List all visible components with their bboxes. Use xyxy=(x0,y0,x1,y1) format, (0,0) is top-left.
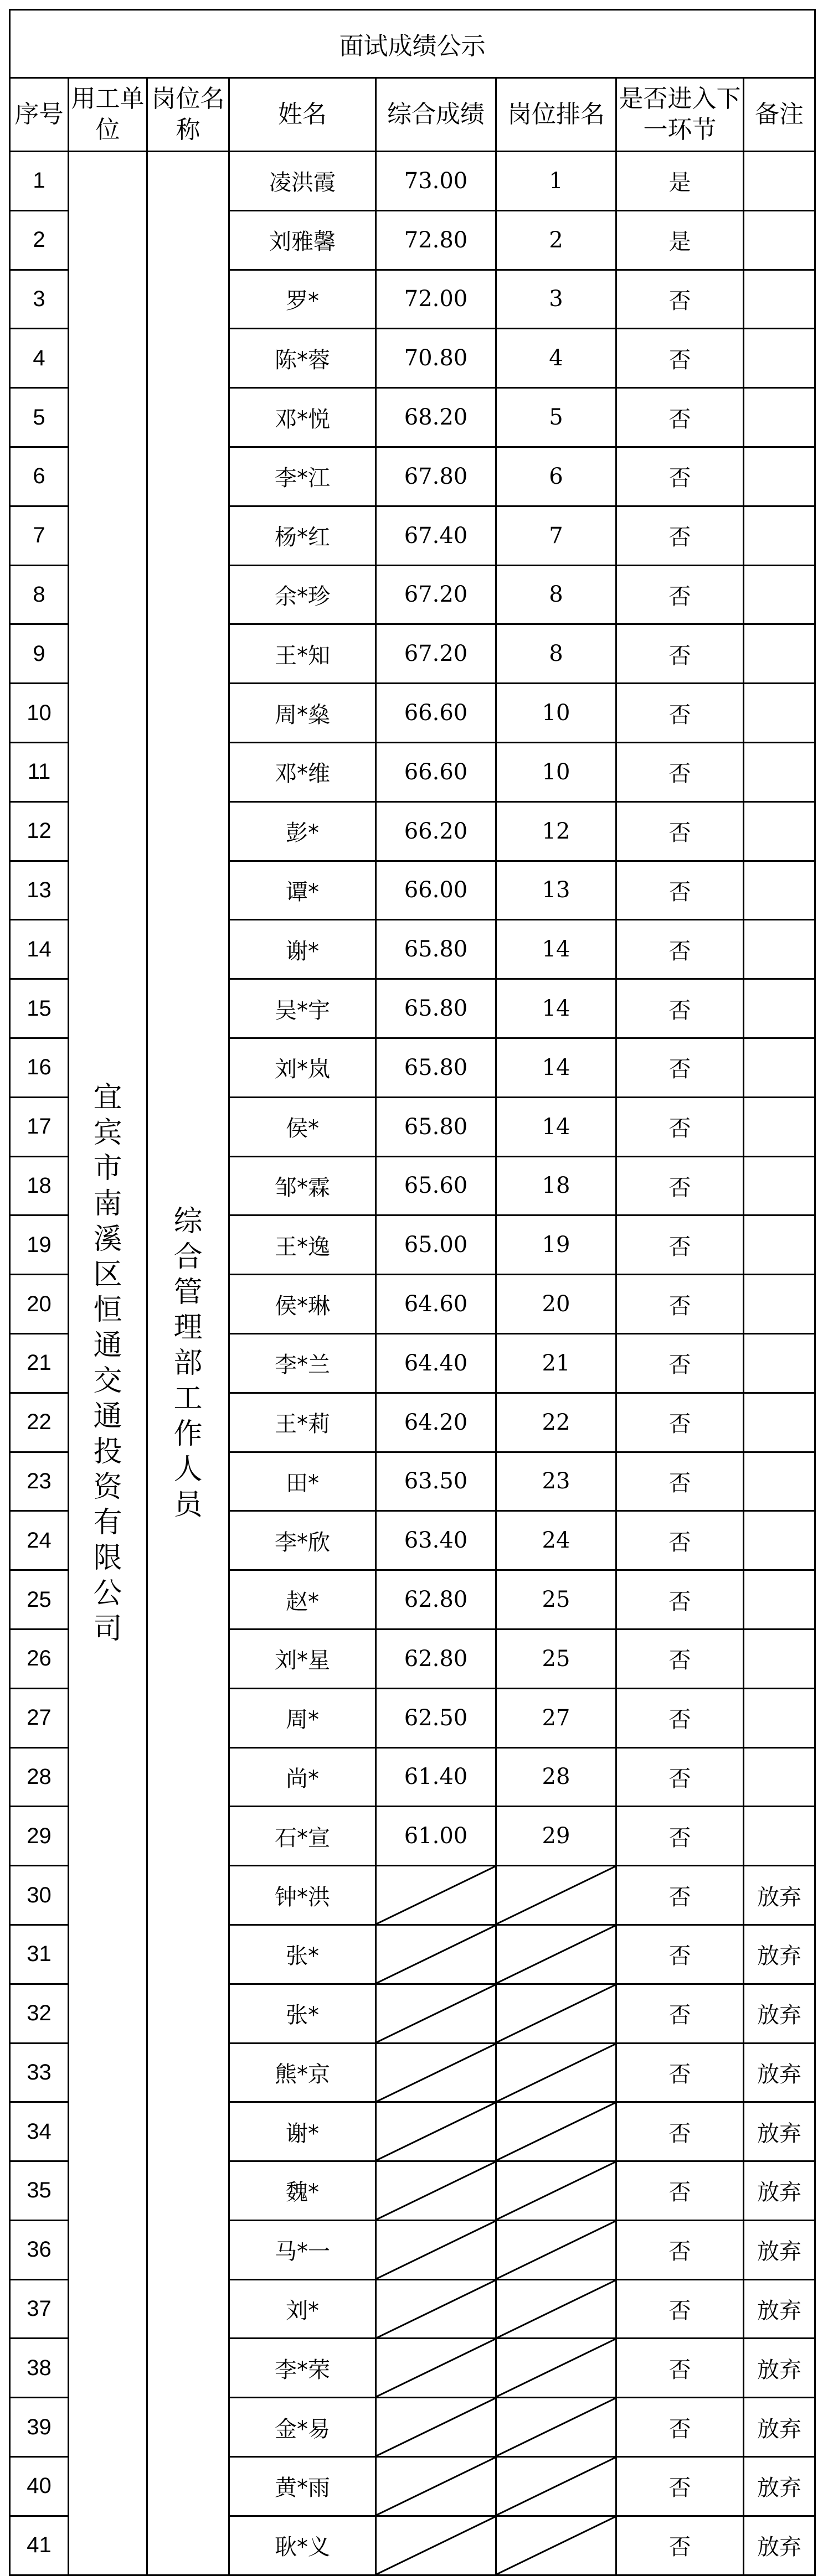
row-advance: 否 xyxy=(616,1452,744,1511)
row-score: 67.20 xyxy=(376,624,496,684)
row-advance: 否 xyxy=(616,1097,744,1156)
score-slash-cell xyxy=(376,1984,496,2043)
row-rank: 19 xyxy=(496,1215,616,1275)
score-slash-cell xyxy=(376,2279,496,2339)
row-note: 放弃 xyxy=(744,2102,815,2161)
row-index: 28 xyxy=(10,1747,69,1807)
row-index: 3 xyxy=(10,270,69,329)
row-index: 41 xyxy=(10,2516,69,2575)
row-index: 30 xyxy=(10,1866,69,1925)
diagonal-slash-icon xyxy=(377,2339,495,2397)
diagonal-slash-icon xyxy=(377,2280,495,2338)
row-score: 61.40 xyxy=(376,1747,496,1807)
rank-slash-cell xyxy=(496,1866,616,1925)
row-index: 8 xyxy=(10,565,69,624)
row-index: 26 xyxy=(10,1629,69,1688)
diagonal-slash-icon xyxy=(377,1866,495,1924)
row-index: 4 xyxy=(10,329,69,388)
row-rank: 29 xyxy=(496,1807,616,1866)
row-index: 25 xyxy=(10,1570,69,1630)
row-score: 61.00 xyxy=(376,1807,496,1866)
row-note xyxy=(744,1747,815,1807)
header-advance: 是否进入下一环节 xyxy=(616,78,744,152)
row-advance: 否 xyxy=(616,1629,744,1688)
score-slash-cell xyxy=(376,2457,496,2516)
row-index: 23 xyxy=(10,1452,69,1511)
row-note xyxy=(744,1807,815,1866)
row-advance: 否 xyxy=(616,1747,744,1807)
row-rank: 8 xyxy=(496,565,616,624)
row-note: 放弃 xyxy=(744,2457,815,2516)
rank-slash-cell xyxy=(496,1925,616,1984)
row-name: 邓*悦 xyxy=(229,388,376,447)
row-note xyxy=(744,1452,815,1511)
row-note xyxy=(744,624,815,684)
score-slash-cell xyxy=(376,2516,496,2575)
row-score: 70.80 xyxy=(376,329,496,388)
row-name: 周*燊 xyxy=(229,684,376,743)
row-advance: 否 xyxy=(616,2043,744,2102)
header-name: 姓名 xyxy=(229,78,376,152)
row-index: 1 xyxy=(10,152,69,211)
row-score: 64.20 xyxy=(376,1393,496,1452)
position-text: 综合管理部工作人员 xyxy=(173,1204,203,1522)
row-index: 29 xyxy=(10,1807,69,1866)
row-index: 18 xyxy=(10,1156,69,1215)
diagonal-slash-icon xyxy=(377,2221,495,2279)
row-score: 72.00 xyxy=(376,270,496,329)
row-name: 李*荣 xyxy=(229,2339,376,2398)
header-note: 备注 xyxy=(744,78,815,152)
row-advance: 否 xyxy=(616,1393,744,1452)
row-note xyxy=(744,270,815,329)
row-advance: 否 xyxy=(616,1038,744,1097)
row-index: 35 xyxy=(10,2161,69,2221)
row-name: 李*江 xyxy=(229,447,376,506)
row-score: 66.60 xyxy=(376,742,496,801)
row-index: 11 xyxy=(10,742,69,801)
row-rank: 22 xyxy=(496,1393,616,1452)
rank-slash-cell xyxy=(496,2516,616,2575)
row-index: 12 xyxy=(10,801,69,861)
row-note xyxy=(744,920,815,979)
header-employer: 用工单位 xyxy=(69,78,147,152)
diagonal-slash-icon xyxy=(377,2517,495,2574)
row-note xyxy=(744,742,815,801)
diagonal-slash-icon xyxy=(497,2517,615,2574)
row-index: 9 xyxy=(10,624,69,684)
row-note xyxy=(744,152,815,211)
rank-slash-cell xyxy=(496,1984,616,2043)
row-score: 64.60 xyxy=(376,1275,496,1334)
rank-slash-cell xyxy=(496,2043,616,2102)
row-index: 17 xyxy=(10,1097,69,1156)
row-rank: 24 xyxy=(496,1511,616,1570)
diagonal-slash-icon xyxy=(377,2044,495,2102)
row-index: 10 xyxy=(10,684,69,743)
score-table xyxy=(9,9,816,2576)
row-rank: 21 xyxy=(496,1333,616,1393)
row-name: 黄*雨 xyxy=(229,2457,376,2516)
row-note: 放弃 xyxy=(744,1866,815,1925)
row-name: 魏* xyxy=(229,2161,376,2221)
row-name: 熊*京 xyxy=(229,2043,376,2102)
row-index: 33 xyxy=(10,2043,69,2102)
row-note xyxy=(744,1038,815,1097)
row-note: 放弃 xyxy=(744,2161,815,2221)
row-note: 放弃 xyxy=(744,2220,815,2279)
row-note: 放弃 xyxy=(744,2043,815,2102)
row-index: 40 xyxy=(10,2457,69,2516)
row-rank: 14 xyxy=(496,1097,616,1156)
row-advance: 否 xyxy=(616,979,744,1038)
row-note: 放弃 xyxy=(744,1925,815,1984)
row-name: 陈*蓉 xyxy=(229,329,376,388)
row-rank: 12 xyxy=(496,801,616,861)
row-note xyxy=(744,1688,815,1747)
row-note xyxy=(744,210,815,270)
row-name: 张* xyxy=(229,1925,376,1984)
row-index: 32 xyxy=(10,1984,69,2043)
row-score: 65.80 xyxy=(376,979,496,1038)
rank-slash-cell xyxy=(496,2457,616,2516)
row-note xyxy=(744,447,815,506)
score-slash-cell xyxy=(376,2102,496,2161)
row-name: 王*逸 xyxy=(229,1215,376,1275)
row-name: 刘*岚 xyxy=(229,1038,376,1097)
row-index: 5 xyxy=(10,388,69,447)
score-slash-cell xyxy=(376,2398,496,2457)
diagonal-slash-icon xyxy=(497,2280,615,2338)
score-slash-cell xyxy=(376,2043,496,2102)
row-note xyxy=(744,1156,815,1215)
diagonal-slash-icon xyxy=(377,1985,495,2042)
row-name: 李*兰 xyxy=(229,1333,376,1393)
diagonal-slash-icon xyxy=(377,2398,495,2456)
row-advance: 否 xyxy=(616,447,744,506)
row-score: 65.80 xyxy=(376,920,496,979)
row-score: 62.50 xyxy=(376,1688,496,1747)
header-index: 序号 xyxy=(10,78,69,152)
row-rank: 6 xyxy=(496,447,616,506)
row-note xyxy=(744,388,815,447)
rank-slash-cell xyxy=(496,2398,616,2457)
row-advance: 否 xyxy=(616,1511,744,1570)
score-slash-cell xyxy=(376,1866,496,1925)
row-note xyxy=(744,801,815,861)
row-score: 67.40 xyxy=(376,506,496,565)
row-rank: 2 xyxy=(496,210,616,270)
diagonal-slash-icon xyxy=(377,1926,495,1983)
row-name: 尚* xyxy=(229,1747,376,1807)
diagonal-slash-icon xyxy=(377,2458,495,2515)
row-rank: 23 xyxy=(496,1452,616,1511)
row-advance: 否 xyxy=(616,624,744,684)
row-advance: 否 xyxy=(616,329,744,388)
row-advance: 否 xyxy=(616,506,744,565)
row-name: 吴*宇 xyxy=(229,979,376,1038)
row-advance: 否 xyxy=(616,2457,744,2516)
row-name: 张* xyxy=(229,1984,376,2043)
row-name: 谢* xyxy=(229,2102,376,2161)
row-advance: 否 xyxy=(616,1925,744,1984)
row-note xyxy=(744,1275,815,1334)
header-rank: 岗位排名 xyxy=(496,78,616,152)
row-rank: 10 xyxy=(496,742,616,801)
row-index: 21 xyxy=(10,1333,69,1393)
score-slash-cell xyxy=(376,2161,496,2221)
diagonal-slash-icon xyxy=(377,2162,495,2220)
row-rank: 28 xyxy=(496,1747,616,1807)
table-row xyxy=(10,152,815,211)
row-name: 谭* xyxy=(229,861,376,920)
row-index: 31 xyxy=(10,1925,69,1984)
row-score: 65.60 xyxy=(376,1156,496,1215)
row-advance: 否 xyxy=(616,920,744,979)
diagonal-slash-icon xyxy=(497,2398,615,2456)
row-rank: 14 xyxy=(496,979,616,1038)
score-slash-cell xyxy=(376,1925,496,1984)
score-slash-cell xyxy=(376,2220,496,2279)
diagonal-slash-icon xyxy=(497,2162,615,2220)
row-score: 63.50 xyxy=(376,1452,496,1511)
row-advance: 是 xyxy=(616,152,744,211)
row-name: 刘雅馨 xyxy=(229,210,376,270)
row-rank: 18 xyxy=(496,1156,616,1215)
diagonal-slash-icon xyxy=(497,2221,615,2279)
diagonal-slash-icon xyxy=(497,2044,615,2102)
row-advance: 否 xyxy=(616,861,744,920)
row-advance: 否 xyxy=(616,1275,744,1334)
row-index: 24 xyxy=(10,1511,69,1570)
row-score: 68.20 xyxy=(376,388,496,447)
row-rank: 25 xyxy=(496,1570,616,1630)
row-name: 王*知 xyxy=(229,624,376,684)
diagonal-slash-icon xyxy=(497,2339,615,2397)
rank-slash-cell xyxy=(496,2279,616,2339)
row-name: 彭* xyxy=(229,801,376,861)
row-advance: 否 xyxy=(616,1688,744,1747)
row-name: 金*易 xyxy=(229,2398,376,2457)
row-index: 37 xyxy=(10,2279,69,2339)
row-name: 侯* xyxy=(229,1097,376,1156)
row-note xyxy=(744,861,815,920)
row-rank: 4 xyxy=(496,329,616,388)
row-rank: 13 xyxy=(496,861,616,920)
diagonal-slash-icon xyxy=(497,1866,615,1924)
row-score: 65.00 xyxy=(376,1215,496,1275)
row-score: 66.00 xyxy=(376,861,496,920)
position-cell xyxy=(147,152,229,2575)
row-name: 邹*霖 xyxy=(229,1156,376,1215)
row-advance: 否 xyxy=(616,2516,744,2575)
diagonal-slash-icon xyxy=(497,1926,615,1983)
header-position: 岗位名称 xyxy=(147,78,229,152)
row-name: 李*欣 xyxy=(229,1511,376,1570)
row-rank: 10 xyxy=(496,684,616,743)
row-score: 67.20 xyxy=(376,565,496,624)
diagonal-slash-icon xyxy=(497,1985,615,2042)
row-index: 38 xyxy=(10,2339,69,2398)
row-advance: 否 xyxy=(616,1984,744,2043)
row-index: 2 xyxy=(10,210,69,270)
row-note: 放弃 xyxy=(744,2398,815,2457)
row-name: 周* xyxy=(229,1688,376,1747)
diagonal-slash-icon xyxy=(497,2103,615,2160)
row-note xyxy=(744,1570,815,1630)
row-advance: 否 xyxy=(616,2102,744,2161)
row-name: 杨*红 xyxy=(229,506,376,565)
row-rank: 1 xyxy=(496,152,616,211)
row-index: 34 xyxy=(10,2102,69,2161)
row-index: 6 xyxy=(10,447,69,506)
rank-slash-cell xyxy=(496,2161,616,2221)
row-rank: 20 xyxy=(496,1275,616,1334)
row-index: 19 xyxy=(10,1215,69,1275)
row-advance: 否 xyxy=(616,2161,744,2221)
row-index: 15 xyxy=(10,979,69,1038)
row-name: 王*莉 xyxy=(229,1393,376,1452)
row-advance: 否 xyxy=(616,388,744,447)
row-advance: 否 xyxy=(616,1866,744,1925)
row-note xyxy=(744,1393,815,1452)
row-name: 钟*洪 xyxy=(229,1866,376,1925)
score-slash-cell xyxy=(376,2339,496,2398)
row-advance: 否 xyxy=(616,2220,744,2279)
row-name: 侯*琳 xyxy=(229,1275,376,1334)
rank-slash-cell xyxy=(496,2102,616,2161)
row-note: 放弃 xyxy=(744,2339,815,2398)
header-score: 综合成绩 xyxy=(376,78,496,152)
row-note xyxy=(744,1333,815,1393)
row-note xyxy=(744,1215,815,1275)
row-score: 62.80 xyxy=(376,1570,496,1630)
row-note: 放弃 xyxy=(744,2516,815,2575)
row-advance: 否 xyxy=(616,742,744,801)
row-name: 田* xyxy=(229,1452,376,1511)
row-name: 邓*维 xyxy=(229,742,376,801)
row-advance: 否 xyxy=(616,1570,744,1630)
row-note xyxy=(744,329,815,388)
diagonal-slash-icon xyxy=(377,2103,495,2160)
row-rank: 27 xyxy=(496,1688,616,1747)
row-note xyxy=(744,979,815,1038)
row-name: 石*宣 xyxy=(229,1807,376,1866)
page-title: 面试成绩公示 xyxy=(10,10,815,78)
row-rank: 5 xyxy=(496,388,616,447)
row-index: 22 xyxy=(10,1393,69,1452)
row-name: 马*一 xyxy=(229,2220,376,2279)
row-name: 余*珍 xyxy=(229,565,376,624)
row-name: 刘*星 xyxy=(229,1629,376,1688)
row-score: 67.80 xyxy=(376,447,496,506)
row-rank: 14 xyxy=(496,920,616,979)
row-advance: 否 xyxy=(616,684,744,743)
row-score: 64.40 xyxy=(376,1333,496,1393)
employer-cell xyxy=(69,152,147,2575)
row-note xyxy=(744,684,815,743)
row-score: 72.80 xyxy=(376,210,496,270)
row-index: 27 xyxy=(10,1688,69,1747)
row-advance: 否 xyxy=(616,801,744,861)
row-score: 65.80 xyxy=(376,1097,496,1156)
row-index: 7 xyxy=(10,506,69,565)
row-score: 62.80 xyxy=(376,1629,496,1688)
row-score: 66.20 xyxy=(376,801,496,861)
row-advance: 否 xyxy=(616,1215,744,1275)
row-index: 16 xyxy=(10,1038,69,1097)
row-advance: 否 xyxy=(616,1156,744,1215)
row-name: 谢* xyxy=(229,920,376,979)
row-index: 36 xyxy=(10,2220,69,2279)
row-note xyxy=(744,565,815,624)
row-advance: 否 xyxy=(616,1807,744,1866)
row-note xyxy=(744,1097,815,1156)
row-rank: 8 xyxy=(496,624,616,684)
row-advance: 是 xyxy=(616,210,744,270)
row-advance: 否 xyxy=(616,2279,744,2339)
row-advance: 否 xyxy=(616,1333,744,1393)
table-body xyxy=(10,152,815,2575)
row-advance: 否 xyxy=(616,2339,744,2398)
row-name: 罗* xyxy=(229,270,376,329)
row-advance: 否 xyxy=(616,565,744,624)
row-score: 65.80 xyxy=(376,1038,496,1097)
row-rank: 25 xyxy=(496,1629,616,1688)
row-advance: 否 xyxy=(616,2398,744,2457)
rank-slash-cell xyxy=(496,2339,616,2398)
row-index: 14 xyxy=(10,920,69,979)
rank-slash-cell xyxy=(496,2220,616,2279)
row-name: 赵* xyxy=(229,1570,376,1630)
row-index: 13 xyxy=(10,861,69,920)
row-name: 耿*义 xyxy=(229,2516,376,2575)
diagonal-slash-icon xyxy=(497,2458,615,2515)
row-index: 20 xyxy=(10,1275,69,1334)
row-name: 凌洪霞 xyxy=(229,152,376,211)
row-note xyxy=(744,506,815,565)
row-note: 放弃 xyxy=(744,2279,815,2339)
row-advance: 否 xyxy=(616,270,744,329)
row-rank: 7 xyxy=(496,506,616,565)
row-score: 66.60 xyxy=(376,684,496,743)
row-note xyxy=(744,1629,815,1688)
row-score: 63.40 xyxy=(376,1511,496,1570)
row-name: 刘* xyxy=(229,2279,376,2339)
employer-text: 宜宾市南溪区恒通交通投资有限公司 xyxy=(93,1080,122,1646)
row-note xyxy=(744,1511,815,1570)
row-score: 73.00 xyxy=(376,152,496,211)
row-note: 放弃 xyxy=(744,1984,815,2043)
row-rank: 14 xyxy=(496,1038,616,1097)
row-rank: 3 xyxy=(496,270,616,329)
row-index: 39 xyxy=(10,2398,69,2457)
